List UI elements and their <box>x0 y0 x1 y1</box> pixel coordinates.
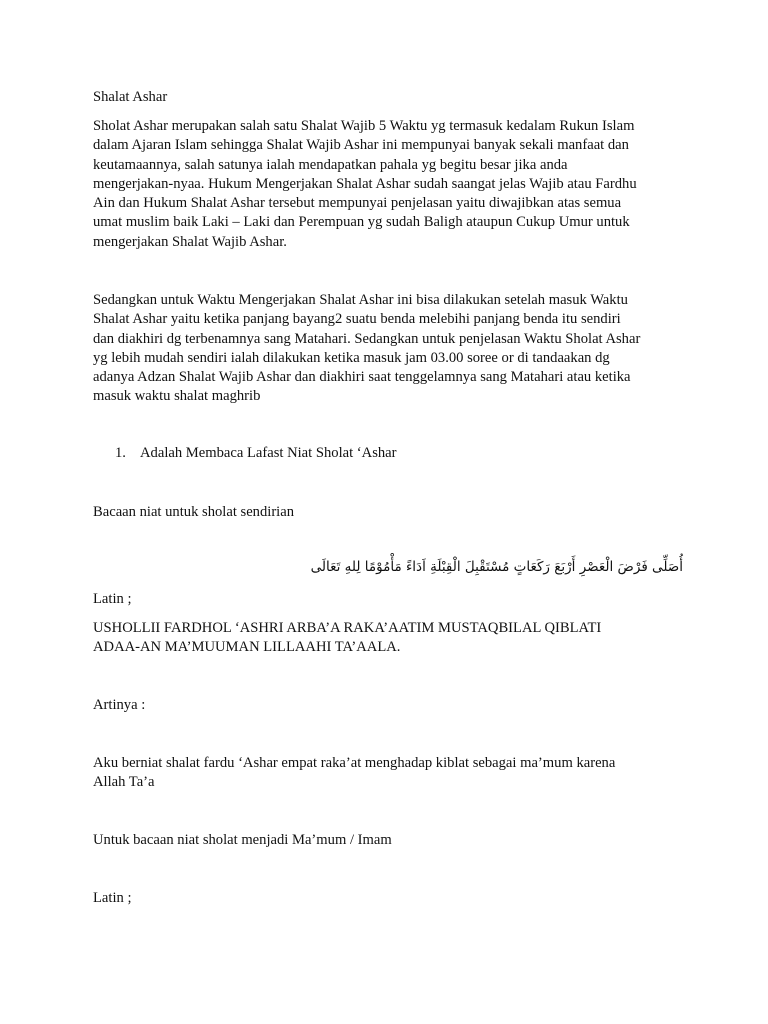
artinya-label: Artinya : <box>93 697 146 713</box>
paragraph-line: adanya Adzan Shalat Wajib Ashar dan diakhiri saat tenggelamnya sang Matahari atau ketika <box>93 369 631 386</box>
paragraph-intro <box>93 117 683 252</box>
latin-label: Latin ; <box>93 591 132 607</box>
transliteration <box>93 619 683 658</box>
paragraph-line: yg lebih mudah sendiri ialah dilakukan ketika masuk jam 03.00 soree or di tandaakan dg <box>93 349 610 366</box>
niat-sendirian-heading: Bacaan niat untuk sholat sendirian <box>93 504 295 520</box>
list-number: 1. <box>115 445 126 461</box>
paragraph-line: Ain dan Hukum Shalat Ashar tersebut mempunyai penjelasan yaitu diwajibkan atas semua <box>93 195 622 212</box>
paragraph-line: Sedangkan untuk Waktu Mengerjakan Shalat Ashar ini bisa dilakukan setelah masuk Waktu <box>93 292 628 308</box>
transliteration-line: ADAA-AN MA’MUUMAN LILLAAHI TA’AALA. <box>93 639 401 656</box>
paragraph-line: keutamaannya, salah satunya ialah mendapatkan pahala yg begitu besar jika anda <box>93 156 568 173</box>
paragraph-line: dan diakhiri dg terbenamnya sang Matahari. Sedangkan untuk penjelasan Waktu Sholat Ashar <box>93 330 641 347</box>
paragraph-line: mengerjakan Shalat Wajib Ashar. <box>93 233 287 250</box>
paragraph-line: masuk waktu shalat maghrib <box>93 388 261 405</box>
paragraph-line: Shalat Ashar yaitu ketika panjang bayang2 suatu benda melebihi panjang benda itu sendiri <box>93 311 621 328</box>
list-item-text: Adalah Membaca Lafast Niat Sholat ‘Ashar <box>140 445 397 461</box>
paragraph-line: dalam Ajaran Islam sehingga Shalat Wajib Ashar ini mempunyai banyak sekali manfaat dan <box>93 137 629 154</box>
translation-meaning <box>93 754 683 793</box>
paragraph-line: mengerjakan-nyaa. Hukum Mengerjakan Shalat Ashar sudah saangat jelas Wajib atau Fardhu <box>93 175 637 192</box>
transliteration-line: USHOLLII FARDHOL ‘ASHRI ARBA’A RAKA’AATIM MUSTAQBILAL QIBLATI <box>93 620 602 636</box>
latin-label-2: Latin ; <box>93 890 132 906</box>
niat-makmum-imam-heading: Untuk bacaan niat sholat menjadi Ma’mum / Imam <box>93 832 392 848</box>
meaning-line: Aku berniat shalat fardu ‘Ashar empat raka’at menghadap kiblat sebagai ma’mum karena <box>93 755 616 771</box>
paragraph-line: umat muslim baik Laki – Laki dan Perempuan yg sudah Baligh ataupun Cukup Umur untuk <box>93 214 630 231</box>
document-title: Shalat Ashar <box>93 89 168 105</box>
arabic-niat-text: أُصَلِّى فَرْضَ الْعَصْرِ أَرْبَعَ رَكَعَاتٍ مُسْتَقْبِلَ الْقِبْلَةِ اَدَاءً مَأْمُوْمًا لِلهِ تَعَالَى <box>310 559 683 575</box>
paragraph-waktu <box>93 291 683 407</box>
numbered-list-item <box>115 444 397 463</box>
meaning-line: Allah Ta’a <box>93 774 155 791</box>
paragraph-line: Sholat Ashar merupakan salah satu Shalat Wajib 5 Waktu yg termasuk kedalam Rukun Islam <box>93 118 635 134</box>
